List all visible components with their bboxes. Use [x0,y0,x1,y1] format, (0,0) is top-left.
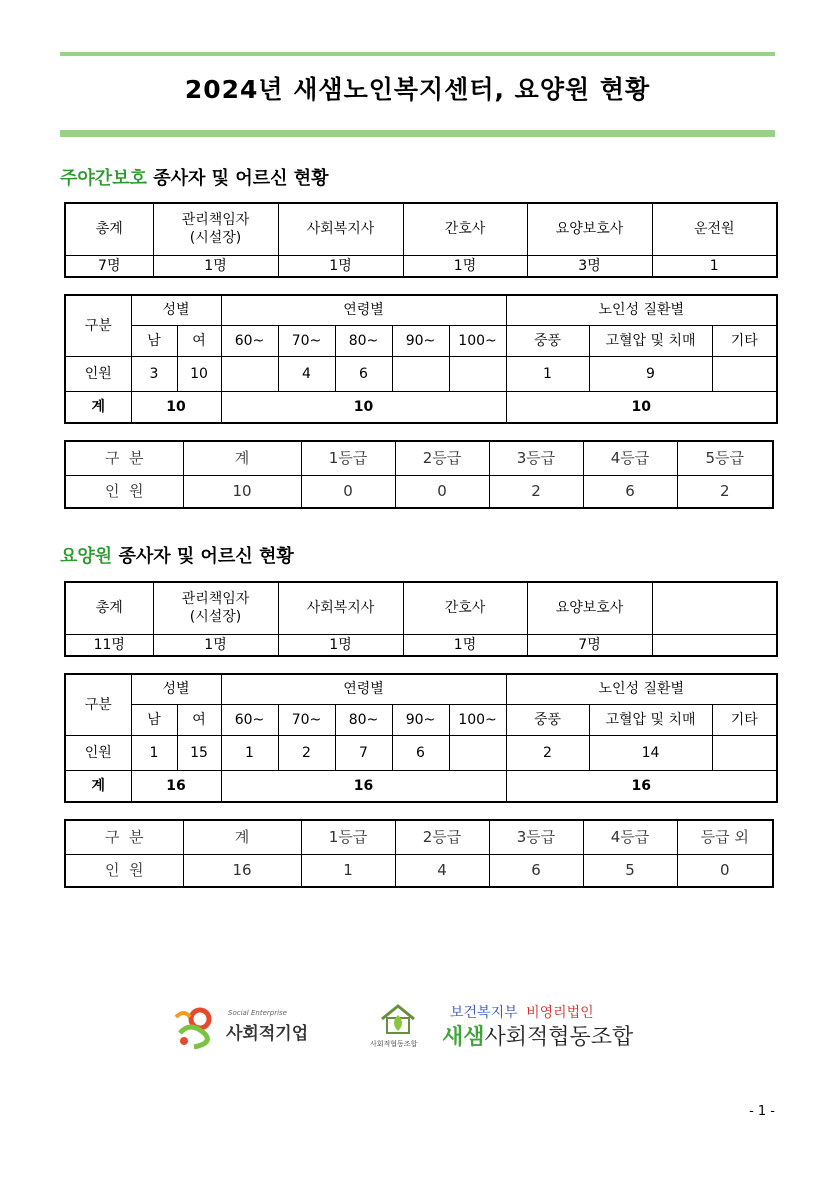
organization-name [442,1002,702,1054]
seniors-sub-other: 기타 [712,325,777,356]
seniors-sub-male: 남 [131,704,177,735]
section-heading-text: 종사자 및 어르신 현황 [118,546,294,567]
house-leaf-icon [378,1003,418,1035]
seniors-sub-age70: 70~ [278,704,335,735]
grade-header-2: 2등급 [395,820,489,854]
seniors-cell [449,356,506,391]
seniors-cell: 1 [506,356,589,391]
staff-value-social-worker: 1명 [278,255,403,277]
section-heading-highlight: 주야간보호 [60,168,147,189]
grade-value: 4 [395,854,489,887]
staff-header-total: 총계 [65,203,153,255]
staff-header-caregiver: 요양보호사 [527,582,652,634]
seniors-cell: 14 [589,735,712,770]
staff-value-social-worker: 1명 [278,634,403,656]
grade-header-gubun: 구 분 [65,820,183,854]
staff-header-social-worker: 사회복지사 [278,203,403,255]
seniors-sub-age80: 80~ [335,704,392,735]
staff-header-nurse: 간호사 [403,582,527,634]
seniors-total-disease: 16 [506,770,777,802]
seniors-header-disease: 노인성 질환별 [506,674,777,704]
staff-header-driver: 운전원 [652,203,777,255]
nursing-home-staff-table [64,581,778,657]
grade-value: 1 [301,854,395,887]
grade-header-2: 2등급 [395,441,489,475]
staff-value-nurse: 1명 [403,255,527,277]
staff-value-nurse: 1명 [403,634,527,656]
staff-header-total: 총계 [65,582,153,634]
seniors-header-age: 연령별 [221,674,506,704]
grade-value: 0 [395,475,489,508]
grade-header-1: 1등급 [301,441,395,475]
seniors-header-disease: 노인성 질환별 [506,295,777,325]
grade-value: 0 [301,475,395,508]
seniors-cell: 7 [335,735,392,770]
seniors-cell: 9 [589,356,712,391]
seniors-total-label: 계 [65,391,131,423]
seniors-sub-female: 여 [177,704,221,735]
seniors-sub-age60: 60~ [221,704,278,735]
seniors-cell [392,356,449,391]
coop-logo-caption: 사회적협동조합 [370,1040,418,1048]
seniors-sub-age60: 60~ [221,325,278,356]
grade-value: 6 [489,854,583,887]
grade-value: 2 [489,475,583,508]
seniors-total-gender: 10 [131,391,221,423]
grade-header-4: 4등급 [583,441,677,475]
seniors-sub-age70: 70~ [278,325,335,356]
org-name-highlight: 새샘 [442,1025,485,1050]
grade-header-gubun: 구 분 [65,441,183,475]
nursing-home-grades-table [64,819,774,888]
seniors-total-age: 16 [221,770,506,802]
grade-header-outside: 등급 외 [677,820,773,854]
seniors-cell: 10 [177,356,221,391]
social-enterprise-logo [170,1003,320,1053]
grade-header-3: 3등급 [489,441,583,475]
seniors-cell: 4 [278,356,335,391]
seniors-header-gubun: 구분 [65,295,131,356]
seniors-header-age: 연령별 [221,295,506,325]
social-enterprise-text: 사회적기업 [226,1024,309,1044]
seniors-row-label: 인원 [65,356,131,391]
staff-value-total: 11명 [65,634,153,656]
section-heading-day-care [60,164,329,190]
seniors-row-label: 인원 [65,735,131,770]
seniors-total-disease: 10 [506,391,777,423]
title-underline [60,130,775,137]
seniors-cell [712,735,777,770]
staff-header-caregiver: 요양보호사 [527,203,652,255]
seniors-cell: 1 [131,735,177,770]
staff-header-nurse: 간호사 [403,203,527,255]
seniors-sub-other: 기타 [712,704,777,735]
staff-value-caregiver: 7명 [527,634,652,656]
grade-header-3: 3등급 [489,820,583,854]
seniors-cell [712,356,777,391]
staff-value-manager: 1명 [153,634,278,656]
seniors-header-gubun: 구분 [65,674,131,735]
grade-value: 10 [183,475,301,508]
nursing-home-seniors-table [64,673,778,803]
seniors-cell: 15 [177,735,221,770]
seniors-sub-hypertension-dementia: 고혈압 및 치매 [589,704,712,735]
social-enterprise-small-text: Social Enterprise [228,1009,287,1017]
staff-header-social-worker: 사회복지사 [278,582,403,634]
seniors-cell [449,735,506,770]
day-care-staff-table [64,202,778,278]
seniors-sub-age90: 90~ [392,325,449,356]
staff-value-driver: 1 [652,255,777,277]
staff-value-total: 7명 [65,255,153,277]
day-care-seniors-table [64,294,778,424]
seniors-sub-female: 여 [177,325,221,356]
staff-header-manager: 관리책임자 (시설장) [153,203,278,255]
top-rule [60,52,775,56]
grade-header-total: 계 [183,820,301,854]
staff-value-caregiver: 3명 [527,255,652,277]
seniors-sub-male: 남 [131,325,177,356]
seniors-sub-age100: 100~ [449,704,506,735]
grade-value: 16 [183,854,301,887]
staff-header-empty [652,582,777,634]
staff-value-manager: 1명 [153,255,278,277]
coop-logo [368,1003,428,1053]
grade-value: 5 [583,854,677,887]
seniors-total-label: 계 [65,770,131,802]
seniors-cell: 2 [506,735,589,770]
seniors-total-gender: 16 [131,770,221,802]
seniors-cell: 2 [278,735,335,770]
org-nonprofit: 비영리법인 [526,1005,594,1021]
grade-header-1: 1등급 [301,820,395,854]
seniors-header-gender: 성별 [131,295,221,325]
grade-header-total: 계 [183,441,301,475]
section-heading-text: 종사자 및 어르신 현황 [153,168,329,189]
social-enterprise-icon [170,1003,222,1051]
grade-value: 2 [677,475,773,508]
day-care-grades-table [64,440,774,509]
grade-value: 6 [583,475,677,508]
page-number: - 1 - [749,1104,775,1119]
grade-header-4: 4등급 [583,820,677,854]
seniors-cell [221,356,278,391]
section-heading-nursing-home [60,542,294,568]
seniors-sub-hypertension-dementia: 고혈압 및 치매 [589,325,712,356]
org-line-1 [450,1002,594,1022]
seniors-header-gender: 성별 [131,674,221,704]
grade-value: 0 [677,854,773,887]
org-ministry: 보건복지부 [450,1005,518,1021]
seniors-cell: 3 [131,356,177,391]
seniors-cell: 6 [335,356,392,391]
seniors-sub-age90: 90~ [392,704,449,735]
grade-header-5: 5등급 [677,441,773,475]
staff-header-manager: 관리책임자 (시설장) [153,582,278,634]
seniors-total-age: 10 [221,391,506,423]
seniors-cell: 6 [392,735,449,770]
seniors-sub-stroke: 중풍 [506,325,589,356]
section-heading-highlight: 요양원 [60,546,113,567]
grade-row-label: 인 원 [65,854,183,887]
seniors-sub-age100: 100~ [449,325,506,356]
seniors-sub-stroke: 중풍 [506,704,589,735]
org-name-rest: 사회적협동조합 [484,1025,634,1050]
org-line-2 [442,1020,633,1051]
seniors-cell: 1 [221,735,278,770]
grade-row-label: 인 원 [65,475,183,508]
staff-value-empty [652,634,777,656]
page-title: 2024년 새샘노인복지센터, 요양원 현황 [184,75,651,104]
seniors-sub-age80: 80~ [335,325,392,356]
